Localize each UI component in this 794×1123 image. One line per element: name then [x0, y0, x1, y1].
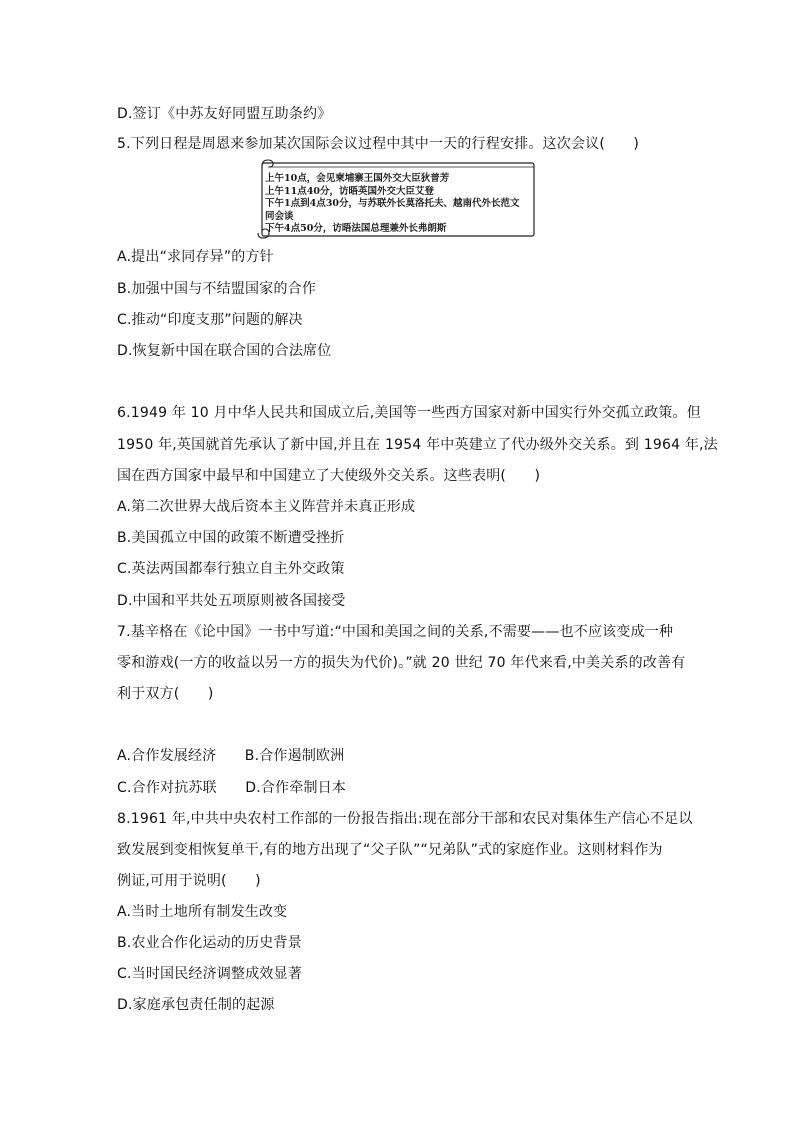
schedule-line: 同会谈: [265, 210, 294, 222]
q5-option-b: B.加强中国与不结盟国家的合作: [117, 281, 317, 297]
q6-option-d: D.中国和平共处五项原则被各国接受: [117, 593, 346, 609]
schedule-line: 上午10点，会见柬埔寨王国外交大臣狄普芳: [265, 173, 450, 184]
q8-stem-line: 致发展到变相恢复单干,有的地方出现了“父子队”“兄弟队”式的家庭作业。这则材料作为: [117, 842, 663, 858]
q6-stem-line: 1950 年,英国就首先承认了新中国,并且在 1954 年中英建立了代办级外交关系。到 1964 年,法: [117, 437, 718, 453]
q6-stem-line: 国在西方国家中最早和中国建立了大使级外交关系。这些表明( ): [117, 468, 541, 484]
q8-stem-line: 8.1961 年,中共中央农村工作部的一份报告指出:现在部分干部和农民对集体生产信心不足以: [117, 811, 693, 827]
q8-option-d: D.家庭承包责任制的起源: [117, 997, 275, 1013]
schedule-scroll: [256, 158, 538, 241]
q8-stem-line: 例证,可用于说明( ): [117, 873, 261, 889]
q6-option-a: A.第二次世界大战后资本主义阵营并未真正形成: [117, 499, 416, 515]
q6-option-b: B.美国孤立中国的政策不断遭受挫折: [117, 530, 345, 546]
q4-option-d: D.签订《中苏友好同盟互助条约》: [117, 106, 332, 122]
q8-option-c: C.当时国民经济调整成效显著: [117, 966, 303, 982]
schedule-text: [265, 173, 533, 236]
q5-option-c: C.推动“印度支那”问题的解决: [117, 312, 303, 328]
schedule-line: 上午11点40分，访晤英国外交大臣艾登: [265, 185, 434, 197]
q5-stem: 5.下列日程是周恩来参加某次国际会议过程中其中一天的行程安排。这次会议( ): [117, 136, 640, 152]
q7-options-row: A.合作发展经济 B.合作遏制欧洲: [117, 748, 345, 764]
q7-stem-line: 7.基辛格在《论中国》一书中写道:“中国和美国之间的关系,不需要——也不应该变成一种: [117, 624, 674, 640]
schedule-line: 下午4点50分，访晤法国总理兼外长弗朗斯: [265, 223, 447, 234]
q5-option-a: A.提出“求同存异”的方针: [117, 249, 274, 265]
q7-stem-line: 零和游戏(一方的收益以另一方的损失为代价)。”就 20 世纪 70 年代来看,中美关系的改善有: [117, 655, 686, 671]
q7-options-row: C.合作对抗苏联 D.合作牵制日本: [117, 780, 347, 796]
q6-option-c: C.英法两国都奉行独立自主外交政策: [117, 561, 345, 577]
schedule-line: 下午1点到4点30分，与苏联外长莫洛托夫、越南代外长范文: [265, 198, 520, 209]
q5-option-d: D.恢复新中国在联合国的合法席位: [117, 343, 332, 359]
q8-option-b: B.农业合作化运动的历史背景: [117, 935, 302, 951]
q8-option-a: A.当时土地所有制发生改变: [117, 904, 288, 920]
q7-stem-line: 利于双方( ): [117, 686, 214, 702]
q6-stem-line: 6.1949 年 10 月中华人民共和国成立后,美国等一些西方国家对新中国实行外交孤立政策。但: [117, 405, 701, 421]
